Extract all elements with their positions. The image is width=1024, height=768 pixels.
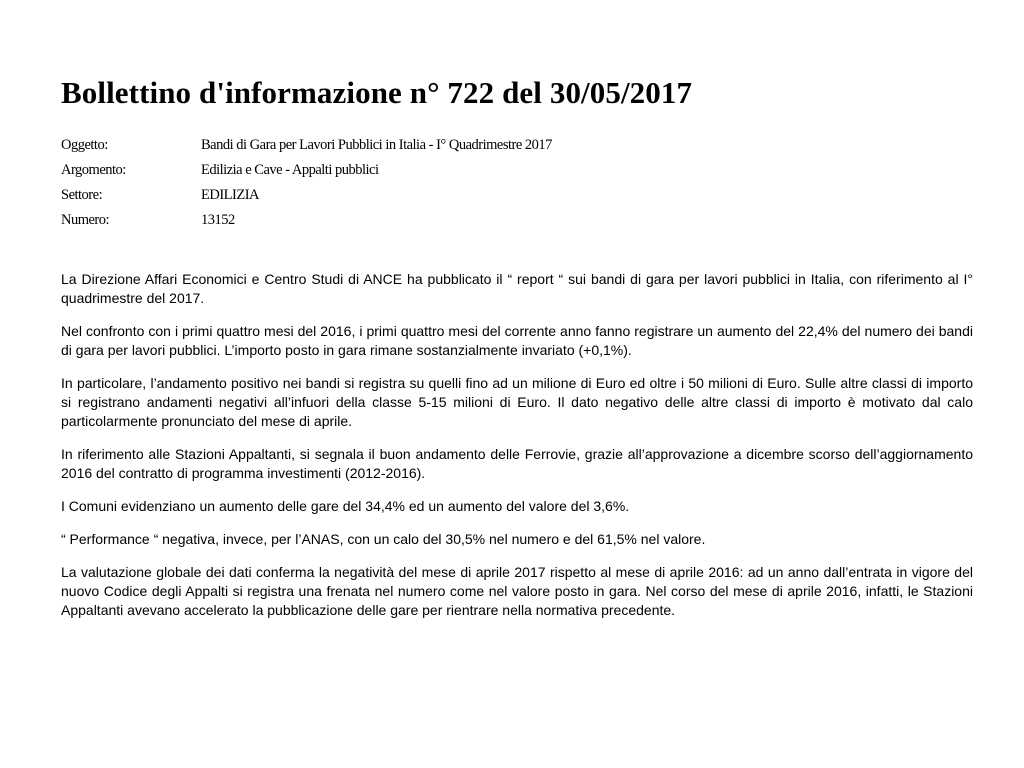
body-paragraph: La Direzione Affari Economici e Centro Studi di ANCE ha pubblicato il “ report “ sui bandi di gara per lavori pubblici in Italia, con riferimento al I° quadrimestre del 2017. [61,271,973,306]
meta-row-numero [61,208,974,233]
body-paragraph: I Comuni evidenziano un aumento delle gare del 34,4% ed un aumento del valore del 3,6%. [61,498,630,514]
meta-label: Argomento: [61,162,126,178]
meta-value: Edilizia e Cave - Appalti pubblici [201,162,379,178]
meta-row-oggetto [61,133,974,158]
meta-row-argomento [61,158,974,183]
body-paragraph: In riferimento alle Stazioni Appaltanti, si segnala il buon andamento delle Ferrovie, grazie all’approvazione a dicembre scorso dell’aggiornamento 2016 del contratto di programma investimenti (2012-2016). [61,446,973,481]
body-paragraph: “ Performance “ negativa, invece, per l’ANAS, con un calo del 30,5% nel numero e del 61,5% nel valore. [61,531,706,547]
article-body [61,270,973,620]
meta-row-settore [61,183,974,208]
metadata-block [61,133,974,233]
body-paragraph: In particolare, l’andamento positivo nei bandi si registra su quelli fino ad un milione di Euro ed oltre i 50 milioni di Euro. Sulle altre classi di importo si registrano andamenti negativi all’infuori della classe 5-15 milioni di Euro. Il dato negativo delle altre classi di importo è motivato dal calo particolarmente pronunciato del mese di aprile. [61,375,973,429]
meta-value: Bandi di Gara per Lavori Pubblici in Italia - I° Quadrimestre 2017 [201,137,552,153]
meta-value: EDILIZIA [201,187,260,203]
meta-label: Numero: [61,212,110,228]
body-paragraph: La valutazione globale dei dati conferma la negatività del mese di aprile 2017 rispetto al mese di aprile 2016: ad un anno dall’entrata in vigore del nuovo Codice degli Appalti si registra una frenata nel numero come nel valore posto in gara. Nel corso del mese di aprile 2016, infatti, le Stazioni Appaltanti avevano accelerato la pubblicazione delle gare per rientrare nella normativa precedente. [61,564,973,618]
meta-label: Oggetto: [61,137,108,153]
document-title: Bollettino d'informazione n° 722 del 30/05/2017 [61,75,693,110]
body-paragraph: Nel confronto con i primi quattro mesi del 2016, i primi quattro mesi del corrente anno fanno registrare un aumento del 22,4% del numero dei bandi di gara per lavori pubblici. L’importo posto in gara rimane sostanzialmente invariato (+0,1%). [61,323,973,358]
meta-value: 13152 [201,212,235,228]
meta-label: Settore: [61,187,103,203]
